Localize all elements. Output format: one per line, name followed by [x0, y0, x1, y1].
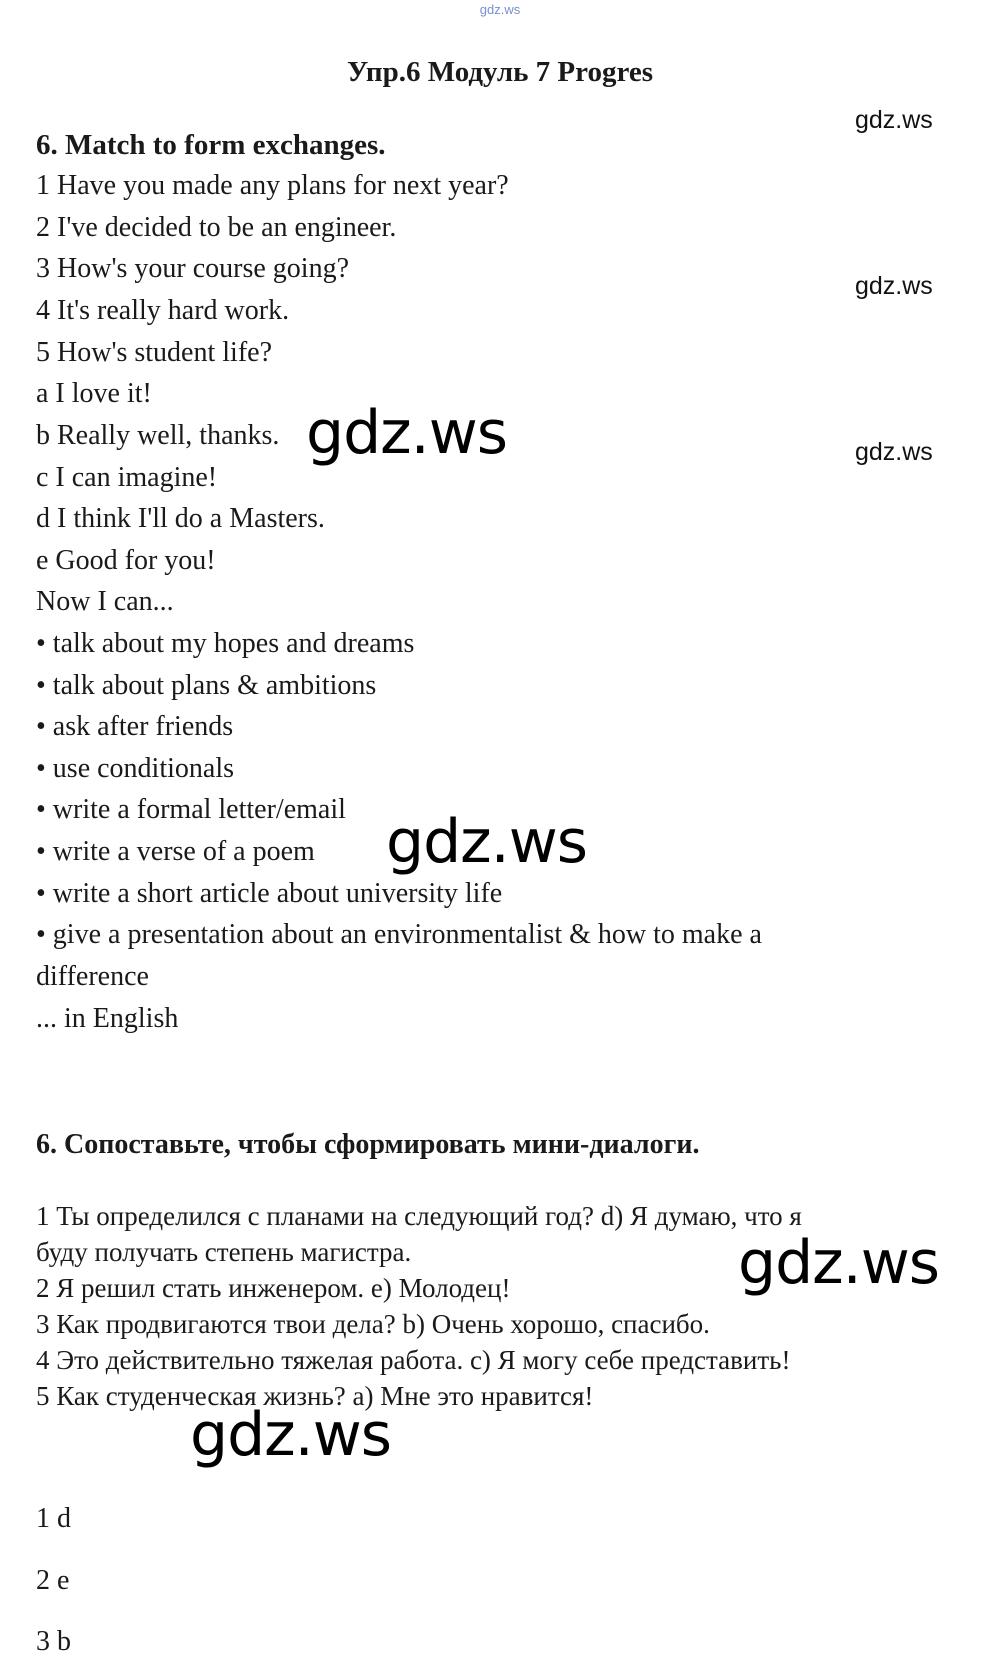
skill-item: • talk about plans & ambitions — [36, 670, 377, 701]
now-i-can-label: Now I can... — [36, 586, 174, 617]
watermark-small: gdz.ws — [855, 106, 933, 134]
watermark-large: gdz.ws — [306, 398, 508, 468]
answer-key-item: 1 d — [36, 1503, 71, 1534]
watermark-large: gdz.ws — [386, 807, 588, 877]
question-line: 3 How's your course going? — [36, 253, 349, 284]
answer-line: b Really well, thanks. — [36, 420, 280, 451]
watermark-small: gdz.ws — [855, 438, 933, 466]
translation-line: буду получать степень магистра. — [36, 1237, 412, 1267]
question-line: 1 Have you made any plans for next year? — [36, 170, 509, 201]
skill-item: • write a verse of a poem — [36, 836, 315, 867]
translation-heading: 6. Сопоставьте, чтобы сформировать мини-диалоги. — [36, 1129, 700, 1160]
answer-line: d I think I'll do a Masters. — [36, 503, 325, 534]
answer-line: e Good for you! — [36, 545, 216, 576]
translation-line: 3 Как продвигаются твои дела? b) Очень хорошо, спасибо. — [36, 1309, 710, 1339]
translation-line: 2 Я решил стать инженером. e) Молодец! — [36, 1273, 511, 1303]
skill-item: • ask after friends — [36, 711, 234, 742]
watermark-small: gdz.ws — [855, 272, 933, 300]
answer-line: c I can imagine! — [36, 462, 218, 493]
skill-item: • talk about my hopes and dreams — [36, 628, 415, 659]
skill-item: • write a formal letter/email — [36, 794, 346, 825]
answer-key-item: 3 b — [36, 1626, 71, 1657]
in-english-label: ... in English — [36, 1003, 179, 1034]
question-line: 2 I've decided to be an engineer. — [36, 212, 397, 243]
exercise-heading: 6. Match to form exchanges. — [36, 129, 386, 161]
watermark-large: gdz.ws — [738, 1228, 940, 1298]
top-watermark: gdz.ws — [479, 2, 521, 17]
skill-item: difference — [36, 961, 149, 992]
skill-item: • use conditionals — [36, 753, 234, 784]
question-line: 4 It's really hard work. — [36, 295, 290, 326]
translation-line: 4 Это действительно тяжелая работа. c) Я могу себе представить! — [36, 1345, 791, 1375]
watermark-large: gdz.ws — [190, 1400, 392, 1470]
answer-line: a I love it! — [36, 378, 152, 409]
skill-item: • give a presentation about an environmentalist & how to make a — [36, 919, 762, 950]
translation-line: 1 Ты определился с планами на следующий год? d) Я думаю, что я — [36, 1201, 802, 1231]
translation-line: 5 Как студенческая жизнь? a) Мне это нравится! — [36, 1381, 594, 1411]
answer-key-item: 2 e — [36, 1565, 70, 1596]
page-title: Упр.6 Модуль 7 Progres — [346, 56, 653, 88]
question-line: 5 How's student life? — [36, 337, 273, 368]
skill-item: • write a short article about university life — [36, 878, 503, 909]
